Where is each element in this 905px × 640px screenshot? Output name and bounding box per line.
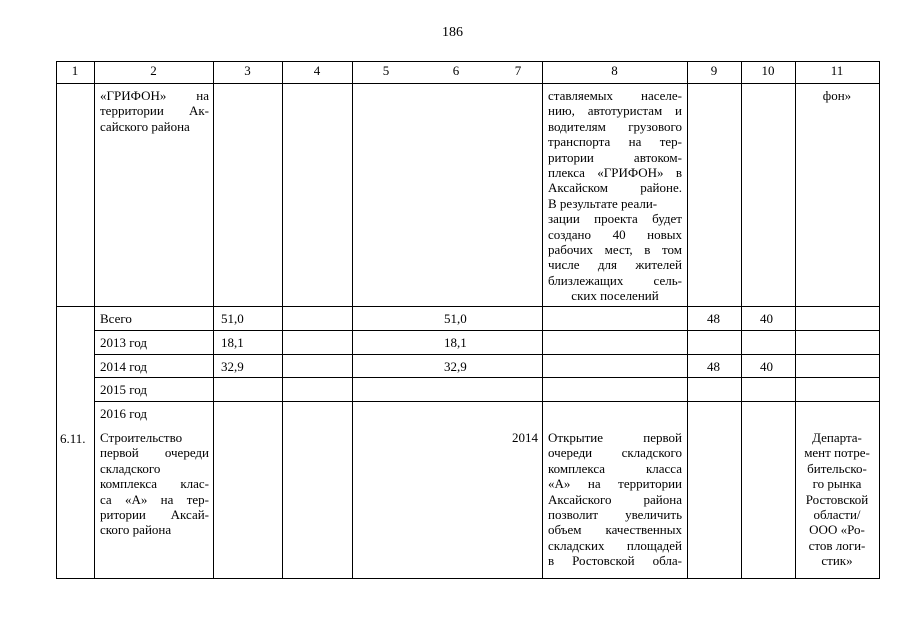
header-col-7: 7 [514,63,522,78]
row-separator [94,401,880,402]
column-border [94,61,95,579]
column-border [687,61,688,579]
column-border [352,61,353,579]
header-col-11: 11 [830,63,844,78]
row-separator [94,330,880,331]
year-row-col3: 51,0 [221,311,244,326]
column-border [741,61,742,579]
cont-project-name: «ГРИФОН» на территории Ак- сайского района [100,88,209,134]
header-col-1: 1 [71,63,79,78]
table-bottom-border [56,578,880,579]
row-separator [56,306,880,307]
year-row-col6: 18,1 [444,335,467,350]
year-row-col3: 18,1 [221,335,244,350]
year-row-label: 2014 год [100,359,147,374]
year-row-col10: 40 [760,359,773,374]
executor: Департа- мент потре- бительско- го рынка Ростовской области/ ООО «Ро- стов логи- стик» [804,430,870,569]
header-bottom-border [56,83,880,84]
header-col-9: 9 [710,63,718,78]
start-year: 2014 [512,430,538,445]
row-separator [94,354,880,355]
cont-executor: фон» [822,88,852,103]
page-number: 186 [442,25,463,40]
year-row-col9: 48 [707,359,720,374]
year-row-label: 2013 год [100,335,147,350]
header-col-2: 2 [150,63,157,78]
table-top-border [56,61,880,62]
column-border [282,61,283,579]
header-col-6: 6 [452,63,460,78]
document-table [56,61,880,579]
column-border [879,61,880,579]
year-row-label: 2015 год [100,382,147,397]
header-col-3: 3 [244,63,251,78]
header-col-5: 5 [382,63,390,78]
year-row-col6: 32,9 [444,359,467,374]
year-row-col10: 40 [760,311,773,326]
column-border [213,61,214,579]
year-row-col6: 51,0 [444,311,467,326]
project-description: Открытие первой очереди складского комплекса класса «А» на территории Аксайского района позволит увеличить объем качественных складских площадей в Ростовской обла- [548,430,682,569]
header-col-10: 10 [761,63,775,78]
year-row-label: Всего [100,311,132,326]
column-border [56,61,57,579]
cont-description: ставляемых населе- нию, автотуристам и водителям грузового транспорта на тер- ритории автоком- плекса «ГРИФОН» в Аксайском районе. В результате реали- зации проекта будет создано 40 новых рабочих мест, в том числе для жителей близлежащих сель- ских поселений [548,88,682,304]
row-number: 6.11. [60,431,86,446]
header-col-8: 8 [611,63,618,78]
year-row-col9: 48 [707,311,720,326]
column-border [542,61,543,579]
project-name: Строительство первой очереди складского комплекса клас- са «А» на тер- ритории Аксай- ского района [100,430,209,538]
year-row-col3: 32,9 [221,359,244,374]
header-col-4: 4 [313,63,321,78]
row-separator [94,377,880,378]
year-row-label: 2016 год [100,406,147,421]
